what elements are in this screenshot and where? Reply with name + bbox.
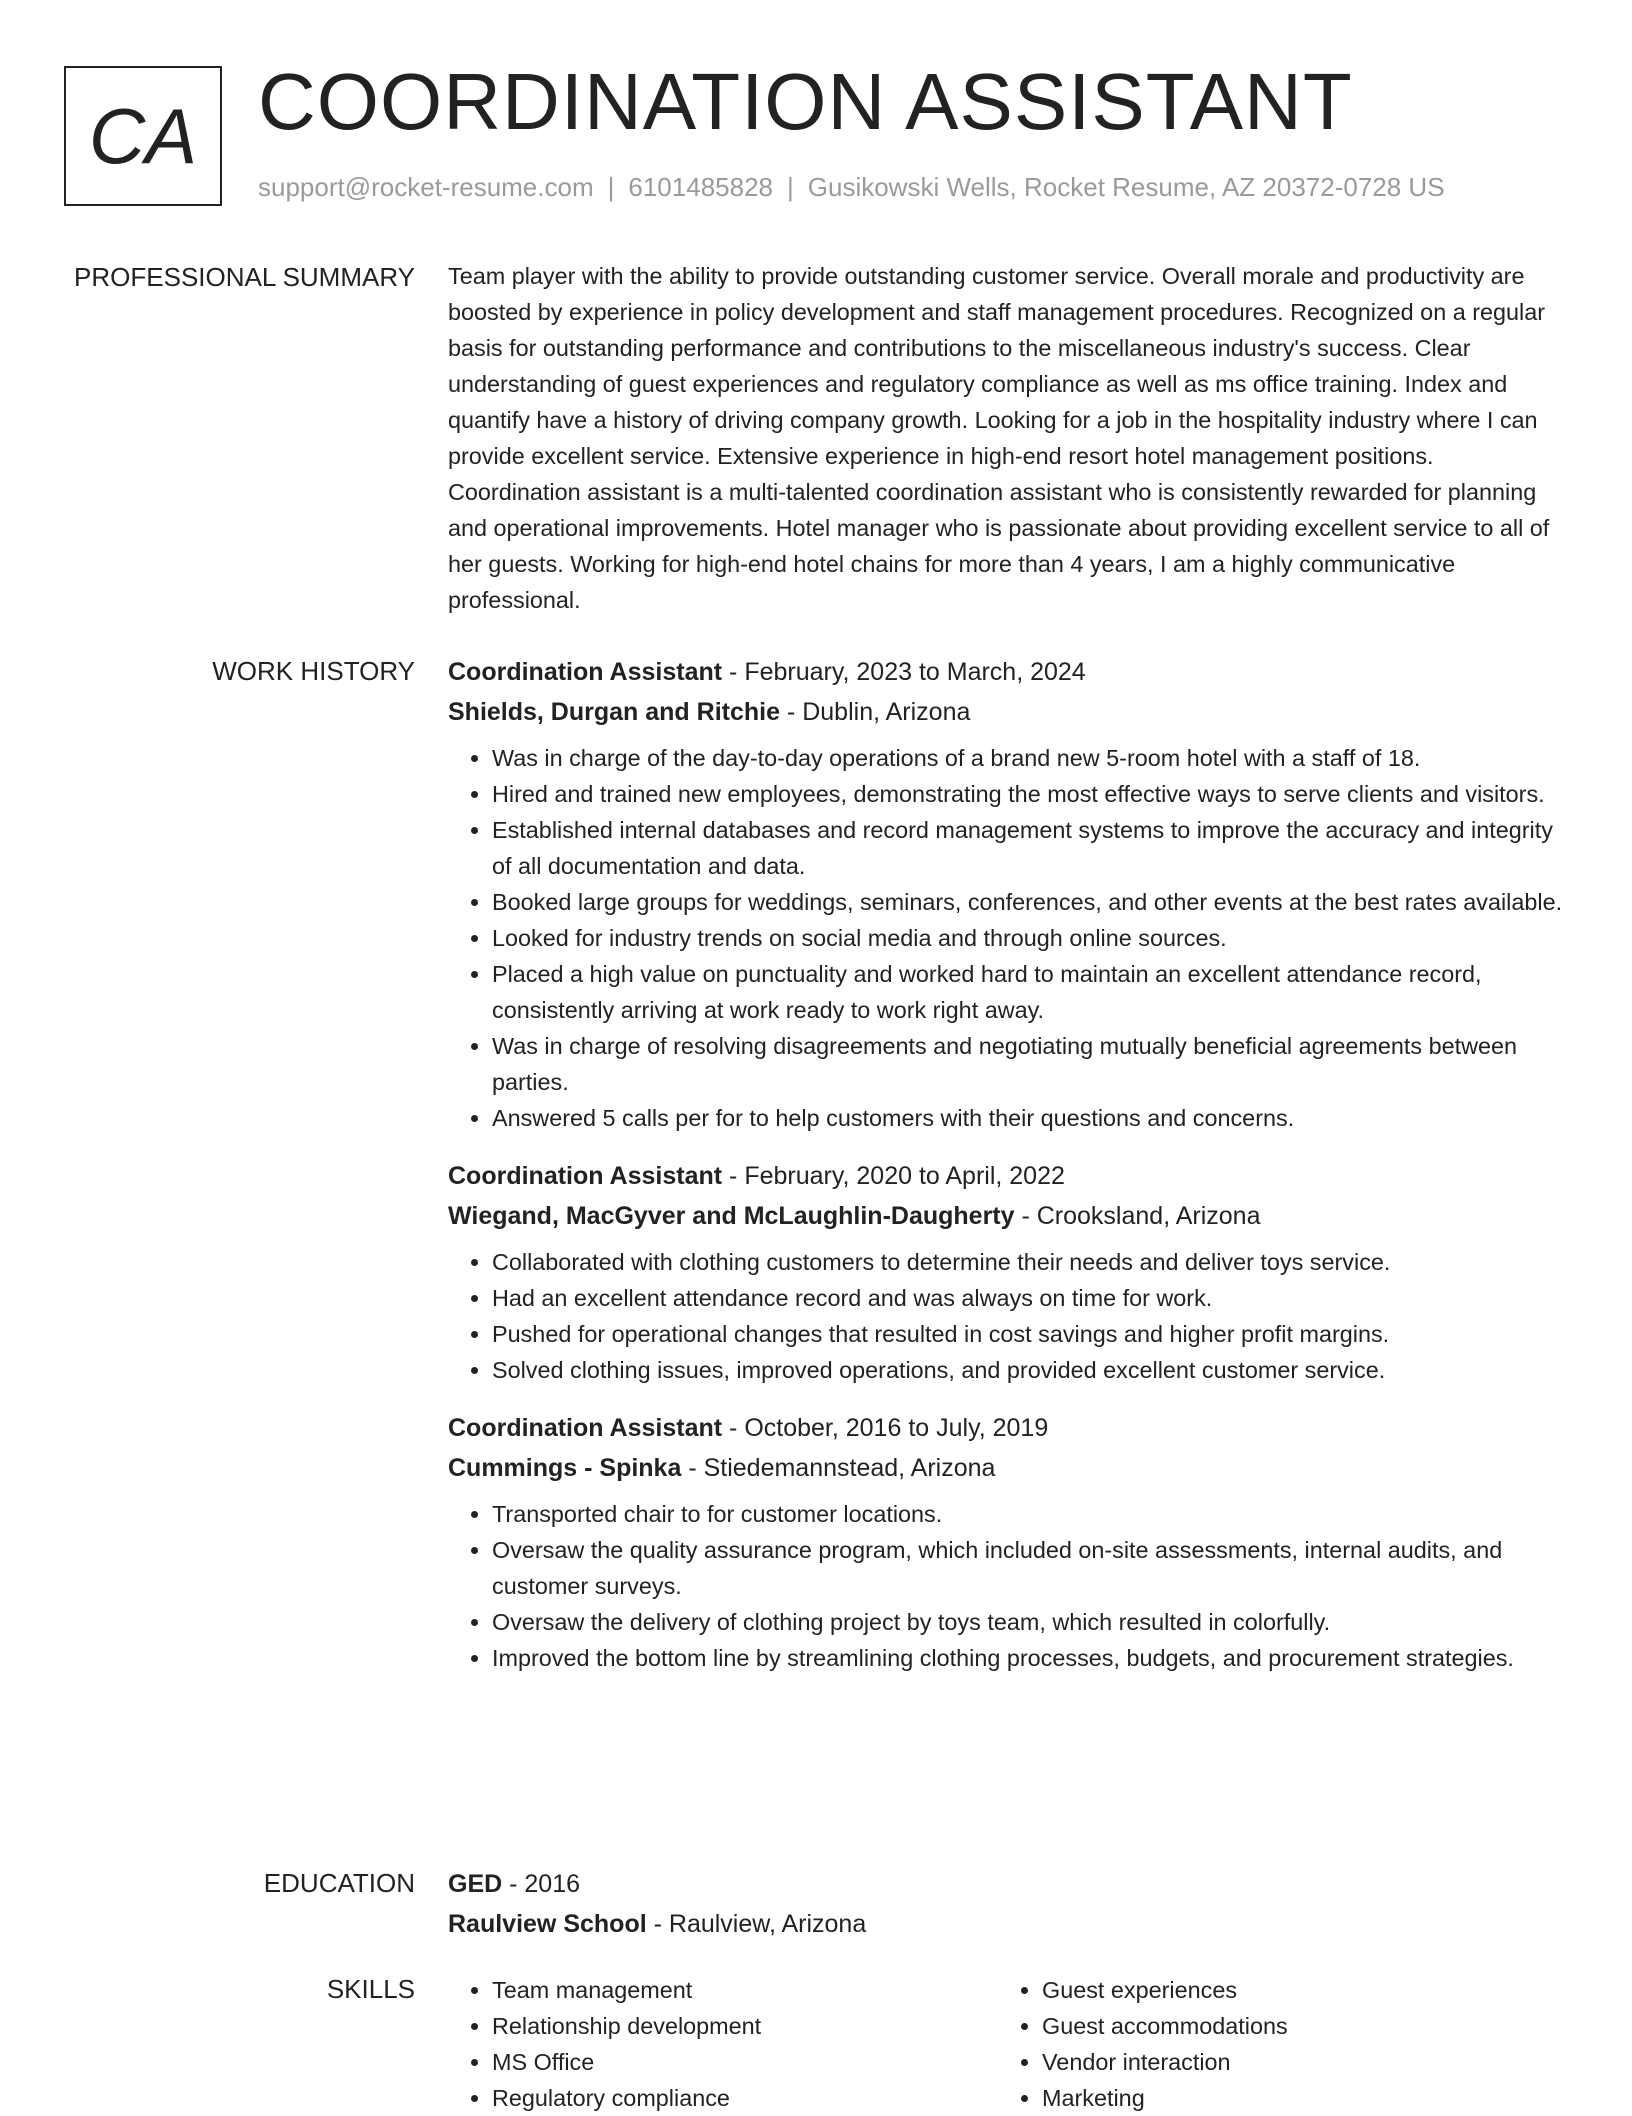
job-company-line [448,1448,1568,1488]
skill-item: • Marketing [1042,2080,1548,2116]
job-title: Coordination Assistant [448,658,723,686]
work-history-body [448,652,1568,1696]
skill-item: • Vendor interaction [1042,2044,1548,2080]
dash: - [722,1414,745,1442]
job-company: Wiegand, MacGyver and McLaughlin-Daugherty [448,1202,1015,1230]
contact-line [258,172,1445,203]
skill-item: • MS Office [492,2044,998,2080]
job-location: Stiedemannstead, Arizona [703,1454,996,1482]
dash: - [722,658,745,686]
job-bullet: • Looked for industry trends on social media and through online sources. [492,920,1568,956]
job-bullet: • Transported chair to for customer locations. [492,1496,1568,1532]
job-bullet: • Was in charge of resolving disagreements and negotiating mutually beneficial agreements between parties. [492,1028,1568,1100]
job-title: Coordination Assistant [448,1414,723,1442]
job-bullet: • Oversaw the delivery of clothing project by toys team, which resulted in colorfully. [492,1604,1568,1640]
job-bullet: • Pushed for operational changes that resulted in cost savings and higher profit margins. [492,1316,1568,1352]
job-dates: October, 2016 to July, 2019 [744,1414,1049,1442]
job-entry [448,1408,1568,1676]
job-bullets [448,1496,1568,1676]
job-bullet: • Oversaw the quality assurance program, which included on-site assessments, internal audits, and customer surveys. [492,1532,1568,1604]
job-bullet: • Had an excellent attendance record and was always on time for work. [492,1280,1568,1316]
skills-list-right [998,1972,1548,2116]
education-school-line [448,1904,1568,1944]
section-label-skills: SKILLS [326,1974,415,2004]
job-company-line [448,1196,1568,1236]
job-bullet: • Improved the bottom line by streamlining clothing processes, budgets, and procurement strategies. [492,1640,1568,1676]
skill-item: • Team management [492,1972,998,2008]
dash: - [646,1910,669,1938]
job-entry [448,1156,1568,1388]
contact-email: support@rocket-resume.com [258,172,594,202]
contact-separator: | [787,172,794,202]
job-title-line [448,1408,1568,1448]
skills-body [448,1972,1568,2116]
skill-item: • Regulatory compliance [492,2080,998,2116]
job-title-line [448,652,1568,692]
section-label-summary: PROFESSIONAL SUMMARY [74,262,415,292]
section-label-work-history: WORK HISTORY [212,656,415,686]
section-label-education: EDUCATION [263,1868,415,1898]
contact-phone: 6101485828 [628,172,773,202]
education-degree: GED [448,1870,503,1898]
skill-item: • Relationship development [492,2008,998,2044]
skills-list-left [448,1972,998,2116]
initials-monogram [64,66,222,206]
dash: - [1014,1202,1037,1230]
job-company: Cummings - Spinka [448,1454,682,1482]
job-location: Crooksland, Arizona [1036,1202,1261,1230]
job-bullet: • Collaborated with clothing customers to determine their needs and deliver toys service. [492,1244,1568,1280]
education-body [448,1864,1568,1944]
job-bullets [448,1244,1568,1388]
skill-item: • Guest accommodations [1042,2008,1548,2044]
job-bullet: • Solved clothing issues, improved operations, and provided excellent customer service. [492,1352,1568,1388]
resume-name: COORDINATION ASSISTANT [258,57,1353,146]
skills-columns [448,1972,1568,2116]
contact-address: Gusikowski Wells, Rocket Resume, AZ 20372-0728 US [807,172,1445,202]
education-year: 2016 [524,1870,581,1898]
job-company-line [448,692,1568,732]
job-bullets [448,740,1568,1136]
job-dates: February, 2023 to March, 2024 [744,658,1086,686]
job-bullet: • Booked large groups for weddings, seminars, conferences, and other events at the best rates available. [492,884,1568,920]
summary-text: Team player with the ability to provide outstanding customer service. Overall morale and productivity are boosted by experience in policy development and staff management procedures. Recognized on a regular basis for outstanding performance and contributions to the miscellaneous industry's success. Clear understanding of guest experiences and regulatory compliance as well as ms office training. Index and quantify have a history of driving company growth. Looking for a job in the hospitality industry where I can provide excellent service. Extensive experience in high-end resort hotel management positions. Coordination assistant is a multi-talented coordination assistant who is consistently rewarded for planning and operational improvements. Hotel manager who is passionate about providing excellent service to all of her guests. Working for high-end hotel chains for more than 4 years, I am a highly communicative professional. [448,263,1550,613]
summary-body [448,258,1568,618]
education-degree-line [448,1864,1568,1904]
job-company: Shields, Durgan and Ritchie [448,698,780,726]
job-bullet: • Was in charge of the day-to-day operations of a brand new 5-room hotel with a staff of 18. [492,740,1568,776]
job-location: Dublin, Arizona [802,698,971,726]
job-bullet: • Hired and trained new employees, demonstrating the most effective ways to serve clients and visitors. [492,776,1568,812]
initials-text: CA [88,91,198,180]
job-bullet: • Established internal databases and record management systems to improve the accuracy and integrity of all documentation and data. [492,812,1568,884]
education-school: Raulview School [448,1910,647,1938]
job-entry [448,652,1568,1136]
dash: - [722,1162,745,1190]
education-location: Raulview, Arizona [668,1910,867,1938]
contact-separator: | [607,172,615,202]
job-dates: February, 2020 to April, 2022 [744,1162,1065,1190]
dash: - [780,698,803,726]
dash: - [681,1454,704,1482]
job-title-line [448,1156,1568,1196]
job-bullet: • Answered 5 calls per for to help customers with their questions and concerns. [492,1100,1568,1136]
dash: - [502,1870,525,1898]
skill-item: • Guest experiences [1042,1972,1548,2008]
job-title: Coordination Assistant [448,1162,723,1190]
job-bullet: • Placed a high value on punctuality and worked hard to maintain an excellent attendance record, consistently arriving at work ready to work right away. [492,956,1568,1028]
